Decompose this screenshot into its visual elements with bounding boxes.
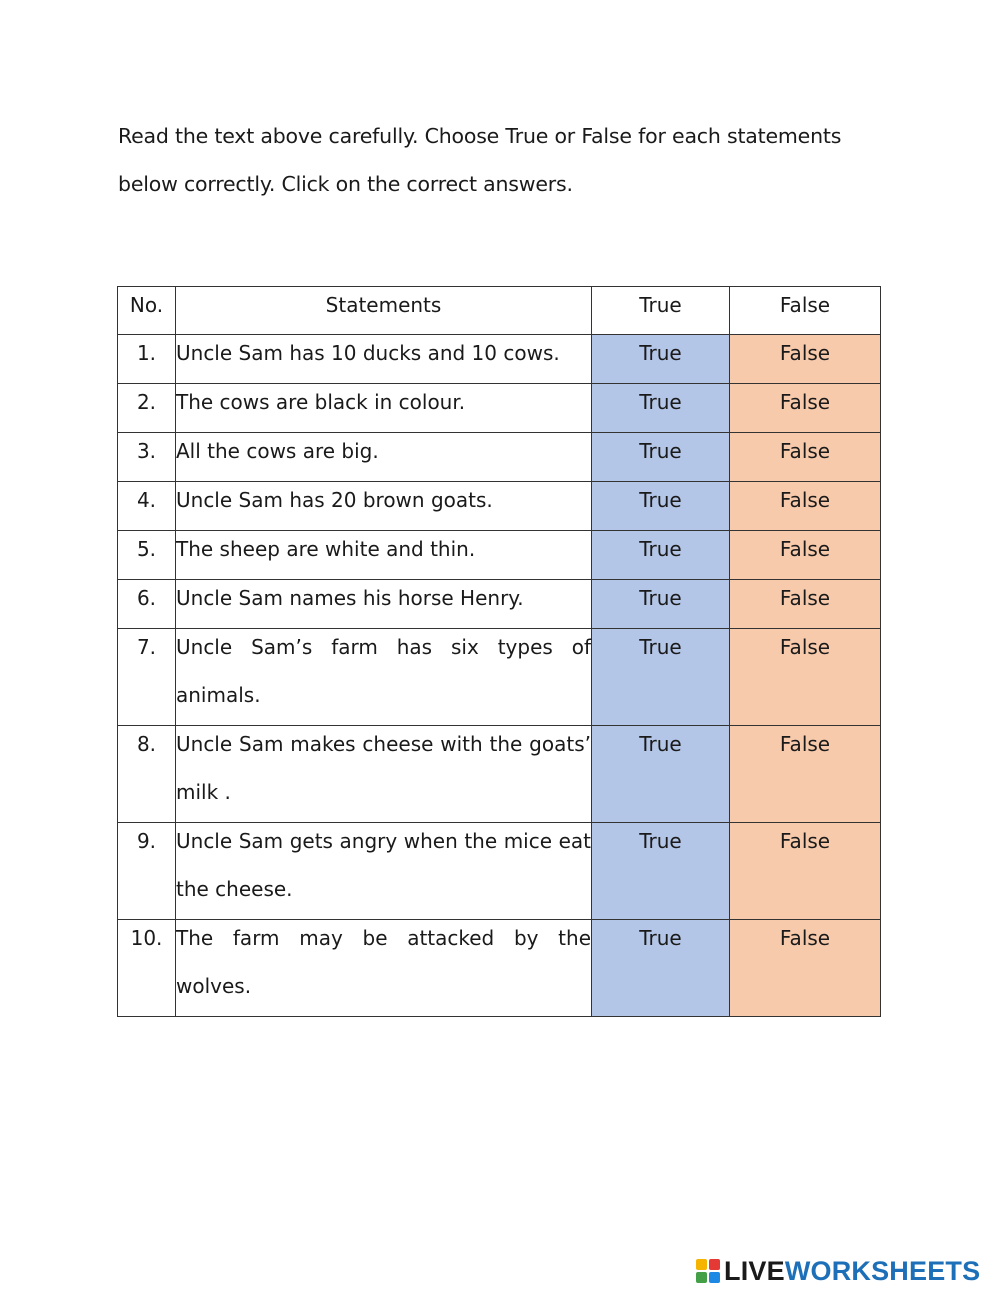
table-header-row bbox=[118, 287, 881, 335]
header-statements: Statements bbox=[176, 287, 592, 335]
table-row bbox=[118, 335, 881, 384]
true-option[interactable]: True bbox=[592, 335, 730, 384]
row-number: 7. bbox=[118, 629, 176, 726]
row-statement: Uncle Sam gets angry when the mice eat the cheese. bbox=[176, 823, 592, 920]
true-option[interactable]: True bbox=[592, 823, 730, 920]
header-true: True bbox=[592, 287, 730, 335]
row-statement: The sheep are white and thin. bbox=[176, 531, 592, 580]
true-option[interactable]: True bbox=[592, 580, 730, 629]
table-row bbox=[118, 629, 881, 726]
header-false: False bbox=[730, 287, 881, 335]
logo-text-worksheets: WORKSHEETS bbox=[784, 1255, 981, 1286]
liveworksheets-logo bbox=[696, 1256, 980, 1286]
false-option[interactable]: False bbox=[730, 433, 881, 482]
instructions-line-2: below correctly. Click on the correct answers. bbox=[118, 172, 573, 196]
row-statement: The farm may be attacked by the wolves. bbox=[176, 920, 592, 1017]
true-option[interactable]: True bbox=[592, 531, 730, 580]
true-option[interactable]: True bbox=[592, 629, 730, 726]
true-false-table bbox=[117, 286, 881, 1017]
table-row bbox=[118, 823, 881, 920]
row-statement: Uncle Sam has 10 ducks and 10 cows. bbox=[176, 335, 592, 384]
row-statement: All the cows are big. bbox=[176, 433, 592, 482]
false-option[interactable]: False bbox=[730, 384, 881, 433]
true-option[interactable]: True bbox=[592, 920, 730, 1017]
liveworksheets-logo-text bbox=[724, 1256, 980, 1287]
row-statement: Uncle Sam’s farm has six types of animals. bbox=[176, 629, 592, 726]
instructions-line-1: Read the text above carefully. Choose True or False for each statements bbox=[118, 124, 842, 148]
table-row bbox=[118, 920, 881, 1017]
instructions bbox=[118, 112, 888, 208]
false-option[interactable]: False bbox=[730, 531, 881, 580]
row-statement: Uncle Sam has 20 brown goats. bbox=[176, 482, 592, 531]
false-option[interactable]: False bbox=[730, 482, 881, 531]
row-statement: Uncle Sam names his horse Henry. bbox=[176, 580, 592, 629]
table-row bbox=[118, 531, 881, 580]
false-option[interactable]: False bbox=[730, 823, 881, 920]
false-option[interactable]: False bbox=[730, 629, 881, 726]
table-row bbox=[118, 482, 881, 531]
row-number: 8. bbox=[118, 726, 176, 823]
table-row bbox=[118, 384, 881, 433]
row-number: 1. bbox=[118, 335, 176, 384]
row-statement: The cows are black in colour. bbox=[176, 384, 592, 433]
row-number: 9. bbox=[118, 823, 176, 920]
row-number: 2. bbox=[118, 384, 176, 433]
false-option[interactable]: False bbox=[730, 726, 881, 823]
row-number: 4. bbox=[118, 482, 176, 531]
logo-text-live: LIVE bbox=[724, 1255, 785, 1286]
false-option[interactable]: False bbox=[730, 335, 881, 384]
row-number: 6. bbox=[118, 580, 176, 629]
false-option[interactable]: False bbox=[730, 580, 881, 629]
table-row bbox=[118, 433, 881, 482]
true-option[interactable]: True bbox=[592, 726, 730, 823]
false-option[interactable]: False bbox=[730, 920, 881, 1017]
liveworksheets-logo-icon bbox=[696, 1259, 720, 1283]
row-number: 3. bbox=[118, 433, 176, 482]
row-statement: Uncle Sam makes cheese with the goats’ milk . bbox=[176, 726, 592, 823]
table-row bbox=[118, 580, 881, 629]
table-row bbox=[118, 726, 881, 823]
row-number: 10. bbox=[118, 920, 176, 1017]
true-option[interactable]: True bbox=[592, 482, 730, 531]
true-option[interactable]: True bbox=[592, 384, 730, 433]
true-option[interactable]: True bbox=[592, 433, 730, 482]
header-no: No. bbox=[118, 287, 176, 335]
row-number: 5. bbox=[118, 531, 176, 580]
